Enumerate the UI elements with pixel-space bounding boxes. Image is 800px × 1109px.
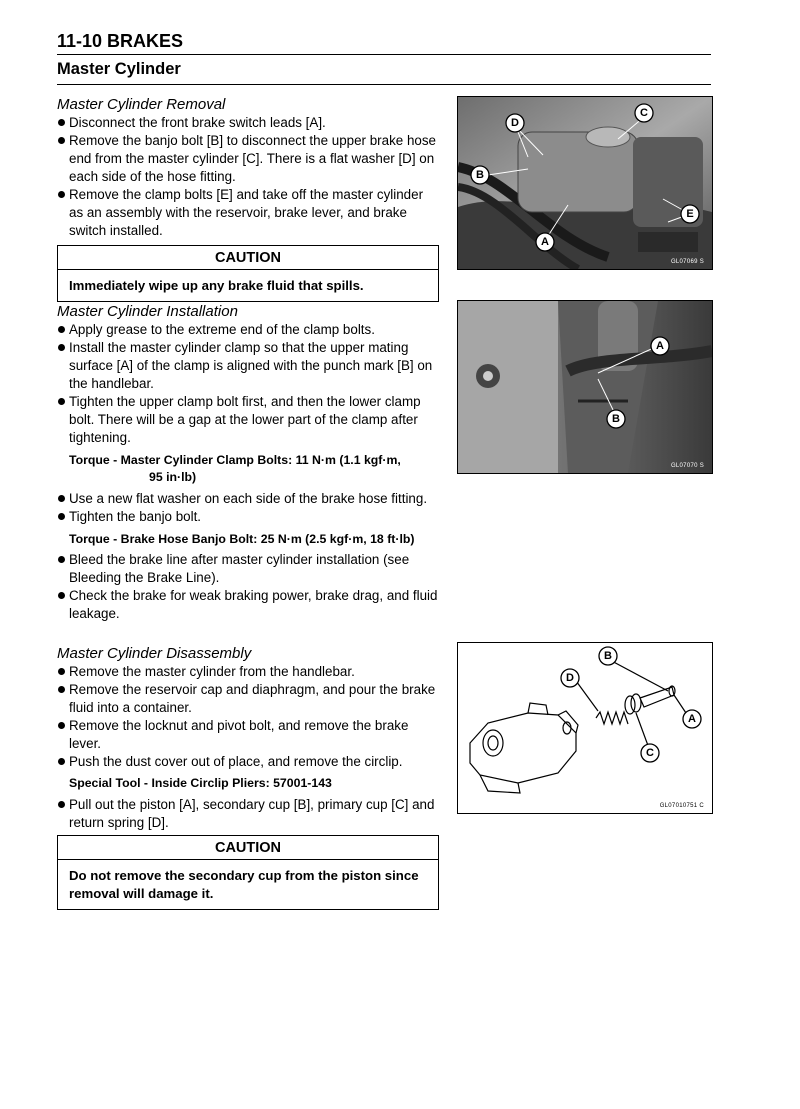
callout-c [635, 104, 653, 122]
bullet-icon [58, 592, 65, 599]
list-item: Push the dust cover out of place, and remove the circlip. [57, 753, 439, 771]
svg-text:A: A [541, 236, 549, 248]
caution-text: Immediately wipe up any brake fluid that spills. [69, 278, 364, 293]
disassembly-heading: Master Cylinder Disassembly [57, 645, 252, 662]
callout-b [599, 647, 617, 665]
list-item: Remove the clamp bolts [E] and take off the master cylinder as an assembly with the reservoir, brake lever, and brake switch installed. [57, 186, 439, 240]
bullet-icon [58, 513, 65, 520]
installation-list-2 [57, 490, 439, 526]
list-item: Check the brake for weak braking power, brake drag, and fluid leakage. [57, 587, 439, 623]
page-title: 11-10 BRAKES [57, 31, 184, 51]
list-item: Remove the reservoir cap and diaphragm, and pour the brake fluid into a container. [57, 681, 439, 717]
callout-a [536, 233, 554, 251]
caution-title: CAUTION [58, 836, 438, 860]
svg-text:C: C [646, 747, 654, 759]
svg-text:D: D [511, 117, 519, 129]
list-item: Use a new flat washer on each side of the brake hose fitting. [57, 490, 439, 508]
section-title: Master Cylinder [57, 60, 181, 78]
installation-heading: Master Cylinder Installation [57, 303, 238, 320]
removal-list [57, 114, 439, 240]
bullet-icon [58, 398, 65, 405]
svg-text:C: C [640, 107, 648, 119]
removal-heading: Master Cylinder Removal [57, 96, 226, 113]
callout-d [561, 669, 579, 687]
figure-id: GL07070 S [670, 463, 704, 469]
list-item: Disconnect the front brake switch leads [A]. [57, 114, 439, 132]
installation-list-3 [57, 551, 439, 623]
disassembly-list-2 [57, 796, 439, 832]
bullet-icon [58, 191, 65, 198]
master-cylinder-installation-photo [457, 300, 713, 474]
list-item: Remove the locknut and pivot bolt, and remove the brake lever. [57, 717, 439, 753]
svg-text:D: D [566, 672, 574, 684]
svg-text:E: E [686, 208, 694, 220]
disassembly-diagram-illustration [458, 643, 712, 813]
disassembly-list [57, 663, 439, 771]
bullet-icon [58, 344, 65, 351]
list-item: Remove the banjo bolt [B] to disconnect the upper brake hose end from the master cylinder [C]. There is a flat washer [D] on each side of the hose fitting. [57, 132, 439, 186]
svg-text:B: B [476, 169, 484, 181]
installation-list [57, 321, 439, 447]
figure-id: GL07069 S [670, 259, 704, 265]
torque-spec: Torque - Brake Hose Banjo Bolt: 25 N·m (2.5 kgf·m, 18 ft·lb) [69, 532, 415, 546]
list-item: Bleed the brake line after master cylinder installation (see Bleeding the Brake Line). [57, 551, 439, 587]
figure-id: GL07010751 C [659, 803, 704, 809]
bullet-icon [58, 686, 65, 693]
installation-photo-illustration [458, 301, 712, 473]
removal-photo-illustration [458, 97, 712, 269]
bullet-icon [58, 556, 65, 563]
section-rule [57, 84, 711, 85]
caution-text: Do not remove the secondary cup from the piston since removal will damage it. [69, 868, 419, 901]
list-item: Tighten the banjo bolt. [57, 508, 439, 526]
list-item: Tighten the upper clamp bolt first, and then the lower clamp bolt. There will be a gap at the lower part of the clamp after tightening. [57, 393, 439, 447]
callout-c [641, 744, 659, 762]
callout-e [681, 205, 699, 223]
caution-box [57, 835, 439, 910]
disassembly-section [57, 645, 439, 910]
svg-text:B: B [604, 650, 612, 662]
bullet-icon [58, 326, 65, 333]
master-cylinder-disassembly-diagram [457, 642, 713, 814]
list-item: Pull out the piston [A], secondary cup [B], primary cup [C] and return spring [D]. [57, 796, 439, 832]
bullet-icon [58, 119, 65, 126]
svg-text:A: A [656, 340, 664, 352]
removal-section [57, 96, 439, 302]
callout-a [651, 337, 669, 355]
page-header [57, 30, 711, 85]
callout-a [683, 710, 701, 728]
installation-section [57, 303, 439, 623]
caution-box [57, 245, 439, 302]
master-cylinder-removal-photo [457, 96, 713, 270]
list-item: Install the master cylinder clamp so that the upper mating surface [A] of the clamp is aligned with the punch mark [B] on the handlebar. [57, 339, 439, 393]
bullet-icon [58, 801, 65, 808]
bullet-icon [58, 495, 65, 502]
bullet-icon [58, 722, 65, 729]
callout-b [471, 166, 489, 184]
special-tool: Special Tool - Inside Circlip Pliers: 57001-143 [69, 776, 332, 790]
callout-d [506, 114, 524, 132]
caution-title: CAUTION [58, 246, 438, 270]
svg-text:A: A [688, 713, 696, 725]
svg-text:B: B [612, 413, 620, 425]
bullet-icon [58, 758, 65, 765]
bullet-icon [58, 137, 65, 144]
torque-spec: Torque - Master Cylinder Clamp Bolts: 11 N·m (1.1 kgf·m, 95 in·lb) [69, 453, 401, 484]
list-item: Apply grease to the extreme end of the clamp bolts. [57, 321, 439, 339]
bullet-icon [58, 668, 65, 675]
callout-b [607, 410, 625, 428]
list-item: Remove the master cylinder from the handlebar. [57, 663, 439, 681]
